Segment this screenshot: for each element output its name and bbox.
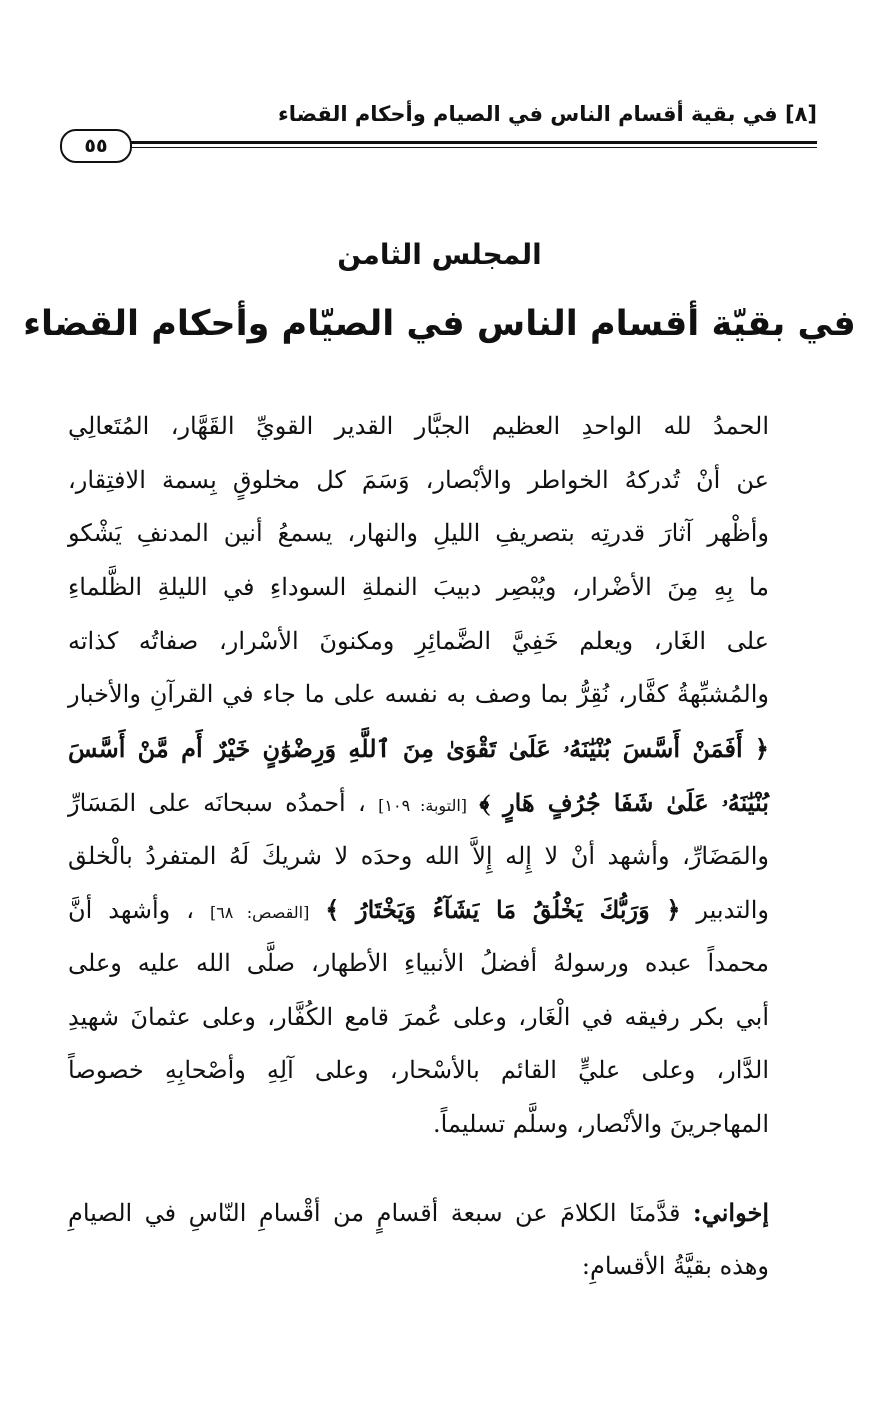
body-line: والمَضَارِّ، وأشهد أنْ لا إِله إِلاَّ الله وحدَه لا شريكَ لَهُ المتفردُ بالْخلق [68,841,769,870]
quran-verse: ﴿ أَفَمَنْ أَسَّسَ بُنْيَٰنَهُۥ عَلَىٰ تَقْوَىٰ مِنَ ٱللَّهِ وَرِضْوَٰنٍ خَيْرٌ أَم مَّنْ أَسَّسَ [68,734,769,764]
body-line [68,1186,769,1240]
body-line: الحمدُ لله الواحدِ العظيم الجبَّار القدير القويِّ القَهَّار، المُتَعالِي [68,412,769,440]
chapter-title: في بقيّة أقسام الناس في الصيّام وأحكام القضاء [23,304,856,344]
verse-line [68,722,769,776]
body-line: وهذه بقيَّةُ الأقسامِ: [581,1251,769,1280]
quran-verse: بُنْيَٰنَهُۥ عَلَىٰ شَفَا جُرُفٍ هَارٍ ﴾ [479,787,769,817]
body-line: أبي بكر رفيقه في الْغَار، وعلى عُمرَ قامع الكُفَّار، وعلى عثمانَ شهيدِ [68,1002,769,1031]
verse-reference: [التوبة: ١٠٩] [378,795,468,815]
body-line: الدَّار، وعلى عليٍّ القائم بالأسْحار، وعلى آلِهِ وأصْحابِهِ خصوصاً [68,1056,769,1085]
body-line: وأظْهر آثارَ قدرتِه بتصريفِ الليلِ والنهار، يسمعُ أنين المدنفِ يَشْكو [68,519,769,548]
body-paragraph-2 [68,1186,769,1293]
verse-reference: [القصص: ٦٨] [209,903,310,923]
body-line: عن أنْ تُدركهُ الخواطر والأبْصار، وَسَمَ كل مخلوقٍ بِسمة الافتِقار، [68,465,769,494]
body-line: على الغَار، ويعلم خَفِيَّ الضَّمائِرِ ومكنونَ الأسْرار، صفاتُه كذاته [68,626,769,655]
verse-line [68,776,769,830]
header-rule-thin [116,147,817,148]
quran-verse: ﴿ وَرَبُّكَ يَخْلُقُ مَا يَشَآءُ وَيَخْتَارُ ﴾ [325,895,681,925]
body-line: محمداً عبده ورسولهُ أفضلُ الأنبياءِ الأطهار، صلَّى الله عليه وعلى [68,948,769,977]
body-line: والمُشبِّهةُ كفَّار، نُقِرُّ بما وصف به نفسه على ما جاء في القرآنِ والأخبار [68,680,769,709]
chapter-label: المجلس الثامن [337,238,542,271]
body-line: المهاجرينَ والأنْصار، وسلَّم تسليماً. [433,1109,769,1138]
verse-line [68,883,769,937]
body-text: والتدبير [696,896,769,925]
page-number: ٥٥ [60,129,132,163]
header-rule [116,141,817,144]
body-text: ، أحمدُه سبحانَه على المَسَارِّ [68,788,366,817]
running-header [68,96,817,156]
running-title: [٨] في بقية أقسام الناس في الصيام وأحكام القضاء [278,102,817,126]
body-line: ما بِهِ مِنَ الأضْرار، ويُبْصِر دبيبَ النملةِ السوداءِ في الليلةِ الظَّلماءِ [68,573,769,602]
body-text: قدَّمنَا الكلامَ عن سبعة أقسامٍ من أقْسامِ النّاسِ في الصيامِ [68,1199,681,1227]
body-paragraph-1 [68,400,769,1152]
body-text: ، وأشهد أنَّ [68,896,194,925]
paragraph-lead: إخواني: [692,1198,769,1227]
